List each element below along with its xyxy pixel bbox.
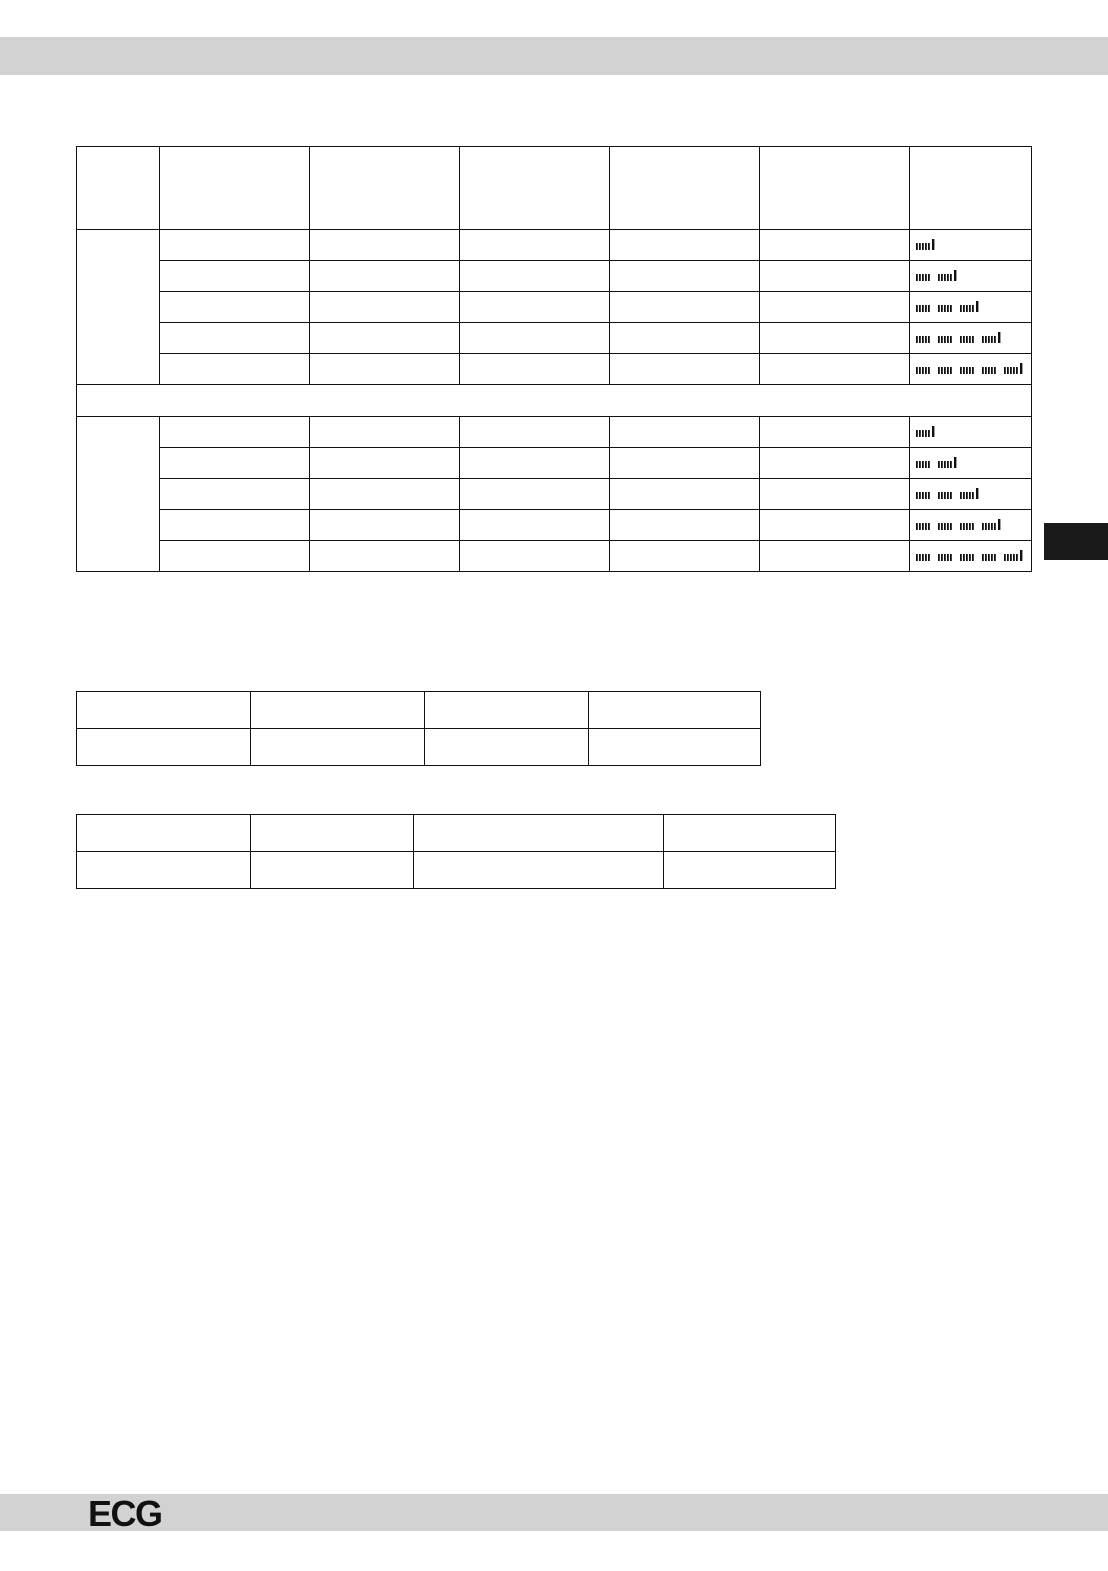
level-stroke — [960, 492, 962, 499]
table-cell — [760, 261, 910, 292]
level-cell — [910, 354, 1032, 385]
level-glyph — [916, 487, 982, 501]
level-stroke — [972, 367, 974, 374]
table-cell — [460, 448, 610, 479]
table-cell — [160, 448, 310, 479]
table-cell — [460, 510, 610, 541]
level-stroke — [928, 492, 930, 499]
level-stroke — [928, 243, 930, 250]
header-cell — [664, 815, 836, 852]
level-marker — [1020, 550, 1022, 561]
level-stroke — [941, 492, 943, 499]
level-stroke — [919, 554, 921, 561]
second-table — [76, 691, 761, 766]
table-row — [77, 292, 1032, 323]
level-stroke — [991, 554, 993, 561]
header-cell — [251, 692, 425, 729]
table-cell — [310, 510, 460, 541]
table-row — [77, 541, 1032, 572]
level-stroke — [916, 492, 918, 499]
brand-logo: ECG — [88, 1493, 162, 1534]
level-marker — [976, 301, 978, 312]
level-cell — [910, 323, 1032, 354]
table-row — [77, 417, 1032, 448]
level-stroke — [941, 336, 943, 343]
table-cell — [310, 323, 460, 354]
table-cell — [460, 541, 610, 572]
level-stroke — [950, 554, 952, 561]
level-stroke — [960, 336, 962, 343]
level-stroke — [1004, 367, 1006, 374]
table-cell — [460, 354, 610, 385]
level-stroke — [963, 554, 965, 561]
level-stroke — [922, 492, 924, 499]
main-table — [76, 146, 1032, 572]
level-stroke — [928, 274, 930, 281]
table-cell — [310, 230, 460, 261]
level-stroke — [922, 461, 924, 468]
level-stroke — [941, 554, 943, 561]
level-stroke — [985, 554, 987, 561]
level-stroke — [963, 492, 965, 499]
level-stroke — [928, 336, 930, 343]
level-stroke — [944, 336, 946, 343]
level-stroke — [982, 523, 984, 530]
table-cell — [460, 323, 610, 354]
table-header-row — [77, 147, 1032, 230]
table-separator-row — [77, 385, 1032, 417]
level-stroke — [928, 430, 930, 437]
level-stroke — [928, 523, 930, 530]
level-stroke — [966, 336, 968, 343]
table-cell — [77, 852, 251, 889]
table-cell — [251, 852, 414, 889]
level-stroke — [922, 305, 924, 312]
level-stroke — [925, 554, 927, 561]
table-cell — [160, 541, 310, 572]
table-cell — [460, 261, 610, 292]
level-stroke — [928, 305, 930, 312]
level-stroke — [988, 554, 990, 561]
group-label-cell — [77, 417, 160, 572]
level-stroke — [938, 461, 940, 468]
table-cell — [760, 448, 910, 479]
table-cell — [610, 292, 760, 323]
level-glyph — [916, 300, 982, 314]
level-marker — [954, 270, 956, 281]
level-stroke — [972, 523, 974, 530]
level-stroke — [944, 367, 946, 374]
level-stroke — [963, 367, 965, 374]
level-stroke — [922, 243, 924, 250]
level-stroke — [969, 305, 971, 312]
level-stroke — [966, 492, 968, 499]
table-cell — [160, 510, 310, 541]
level-stroke — [919, 305, 921, 312]
level-marker — [1020, 363, 1022, 374]
header-cell — [77, 815, 251, 852]
table-cell — [160, 292, 310, 323]
table-cell — [760, 323, 910, 354]
level-stroke — [928, 554, 930, 561]
table-cell — [310, 448, 460, 479]
level-marker — [976, 488, 978, 499]
table-cell — [460, 292, 610, 323]
level-stroke — [985, 336, 987, 343]
level-stroke — [988, 523, 990, 530]
level-cell — [910, 510, 1032, 541]
table-cell — [760, 417, 910, 448]
level-stroke — [1007, 554, 1009, 561]
level-stroke — [916, 274, 918, 281]
level-stroke — [916, 367, 918, 374]
table-cell — [310, 261, 460, 292]
level-glyph — [916, 331, 1004, 345]
level-stroke — [941, 305, 943, 312]
level-stroke — [938, 274, 940, 281]
header-cell — [610, 147, 760, 230]
table-cell — [610, 510, 760, 541]
table-cell — [310, 354, 460, 385]
level-cell — [910, 292, 1032, 323]
section-tab — [1044, 523, 1108, 560]
level-stroke — [928, 461, 930, 468]
level-stroke — [994, 367, 996, 374]
level-stroke — [938, 367, 940, 374]
level-cell — [910, 448, 1032, 479]
header-cell — [310, 147, 460, 230]
level-stroke — [916, 336, 918, 343]
level-stroke — [947, 554, 949, 561]
level-stroke — [960, 554, 962, 561]
level-stroke — [991, 336, 993, 343]
level-stroke — [947, 523, 949, 530]
level-stroke — [1016, 554, 1018, 561]
level-stroke — [960, 523, 962, 530]
level-stroke — [969, 492, 971, 499]
level-stroke — [941, 367, 943, 374]
table-cell — [160, 230, 310, 261]
level-stroke — [944, 461, 946, 468]
header-cell — [460, 147, 610, 230]
table-cell — [760, 230, 910, 261]
level-stroke — [925, 492, 927, 499]
level-stroke — [919, 243, 921, 250]
level-stroke — [988, 367, 990, 374]
footer-band — [0, 1493, 1108, 1534]
level-stroke — [982, 336, 984, 343]
level-stroke — [947, 274, 949, 281]
level-stroke — [944, 274, 946, 281]
level-glyph — [916, 456, 960, 470]
table-cell — [310, 479, 460, 510]
group-label-cell — [77, 230, 160, 385]
level-stroke — [963, 336, 965, 343]
level-stroke — [916, 305, 918, 312]
level-stroke — [969, 523, 971, 530]
level-stroke — [944, 305, 946, 312]
level-stroke — [982, 554, 984, 561]
level-stroke — [950, 274, 952, 281]
level-stroke — [991, 367, 993, 374]
level-stroke — [950, 305, 952, 312]
level-stroke — [916, 523, 918, 530]
level-stroke — [916, 430, 918, 437]
table-row — [77, 479, 1032, 510]
level-cell — [910, 417, 1032, 448]
level-stroke — [1004, 554, 1006, 561]
header-cell — [760, 147, 910, 230]
table-cell — [460, 417, 610, 448]
table-row — [77, 323, 1032, 354]
table-cell — [610, 448, 760, 479]
header-cell — [160, 147, 310, 230]
level-stroke — [919, 274, 921, 281]
level-marker — [998, 519, 1000, 530]
level-stroke — [922, 367, 924, 374]
level-stroke — [922, 274, 924, 281]
level-stroke — [925, 336, 927, 343]
table-cell — [160, 261, 310, 292]
header-cell — [77, 147, 160, 230]
table-header-row — [77, 692, 761, 729]
level-stroke — [938, 305, 940, 312]
table-cell — [610, 417, 760, 448]
level-stroke — [925, 461, 927, 468]
level-stroke — [922, 336, 924, 343]
level-stroke — [922, 430, 924, 437]
level-stroke — [925, 430, 927, 437]
level-stroke — [922, 554, 924, 561]
separator-cell — [77, 385, 1032, 417]
level-stroke — [919, 430, 921, 437]
level-stroke — [1013, 367, 1015, 374]
table-row — [77, 852, 836, 889]
level-stroke — [966, 554, 968, 561]
level-glyph — [916, 549, 1026, 563]
table-cell — [760, 354, 910, 385]
table-cell — [760, 510, 910, 541]
table-cell — [425, 729, 589, 766]
table-cell — [610, 323, 760, 354]
header-cell — [425, 692, 589, 729]
table-cell — [610, 541, 760, 572]
table-cell — [310, 541, 460, 572]
table-cell — [610, 261, 760, 292]
level-stroke — [925, 305, 927, 312]
table-cell — [160, 323, 310, 354]
level-stroke — [938, 554, 940, 561]
level-stroke — [969, 554, 971, 561]
header-cell — [414, 815, 664, 852]
level-stroke — [925, 243, 927, 250]
level-marker — [998, 332, 1000, 343]
table-row — [77, 354, 1032, 385]
table-cell — [760, 541, 910, 572]
level-stroke — [972, 305, 974, 312]
level-stroke — [966, 367, 968, 374]
level-stroke — [919, 336, 921, 343]
table-row — [77, 510, 1032, 541]
level-stroke — [972, 336, 974, 343]
level-stroke — [947, 305, 949, 312]
header-cell — [77, 692, 251, 729]
level-stroke — [925, 523, 927, 530]
level-cell — [910, 479, 1032, 510]
level-stroke — [1016, 367, 1018, 374]
level-stroke — [969, 336, 971, 343]
header-band — [0, 37, 1108, 75]
level-stroke — [966, 305, 968, 312]
level-glyph — [916, 362, 1026, 376]
level-stroke — [938, 492, 940, 499]
level-stroke — [950, 336, 952, 343]
level-glyph — [916, 238, 938, 252]
table-cell — [160, 417, 310, 448]
table-cell — [251, 729, 425, 766]
level-stroke — [972, 492, 974, 499]
level-stroke — [941, 523, 943, 530]
header-cell — [251, 815, 414, 852]
level-stroke — [985, 523, 987, 530]
level-stroke — [950, 367, 952, 374]
level-stroke — [925, 367, 927, 374]
table-cell — [160, 354, 310, 385]
level-stroke — [994, 523, 996, 530]
level-stroke — [938, 336, 940, 343]
level-stroke — [947, 492, 949, 499]
level-stroke — [994, 336, 996, 343]
level-stroke — [1007, 367, 1009, 374]
level-glyph — [916, 269, 960, 283]
level-cell — [910, 230, 1032, 261]
level-stroke — [925, 274, 927, 281]
level-stroke — [919, 492, 921, 499]
header-cell — [589, 692, 761, 729]
level-stroke — [938, 523, 940, 530]
level-stroke — [950, 492, 952, 499]
table-cell — [310, 292, 460, 323]
level-stroke — [991, 523, 993, 530]
table-cell — [664, 852, 836, 889]
level-stroke — [950, 523, 952, 530]
table-cell — [589, 729, 761, 766]
level-cell — [910, 261, 1032, 292]
level-stroke — [919, 367, 921, 374]
level-stroke — [919, 523, 921, 530]
level-stroke — [988, 336, 990, 343]
third-table — [76, 814, 836, 889]
level-stroke — [994, 554, 996, 561]
level-stroke — [950, 461, 952, 468]
level-stroke — [960, 367, 962, 374]
table-cell — [610, 230, 760, 261]
level-stroke — [928, 367, 930, 374]
level-stroke — [916, 461, 918, 468]
level-marker — [954, 457, 956, 468]
level-stroke — [919, 461, 921, 468]
table-cell — [310, 417, 460, 448]
level-stroke — [916, 554, 918, 561]
table-cell — [460, 479, 610, 510]
level-cell — [910, 541, 1032, 572]
table-cell — [760, 292, 910, 323]
level-glyph — [916, 425, 938, 439]
level-stroke — [941, 274, 943, 281]
table-row — [77, 448, 1032, 479]
level-stroke — [944, 523, 946, 530]
level-stroke — [969, 367, 971, 374]
level-stroke — [966, 523, 968, 530]
level-marker — [932, 239, 934, 250]
level-stroke — [947, 367, 949, 374]
table-row — [77, 729, 761, 766]
level-stroke — [985, 367, 987, 374]
table-cell — [610, 354, 760, 385]
table-row — [77, 230, 1032, 261]
table-cell — [460, 230, 610, 261]
table-cell — [610, 479, 760, 510]
level-glyph — [916, 518, 1004, 532]
table-row — [77, 261, 1032, 292]
level-marker — [932, 426, 934, 437]
level-stroke — [922, 523, 924, 530]
level-stroke — [947, 461, 949, 468]
level-stroke — [963, 305, 965, 312]
level-stroke — [972, 554, 974, 561]
table-header-row — [77, 815, 836, 852]
level-stroke — [941, 461, 943, 468]
level-stroke — [982, 367, 984, 374]
level-stroke — [944, 554, 946, 561]
table-cell — [414, 852, 664, 889]
header-cell — [910, 147, 1032, 230]
level-stroke — [1013, 554, 1015, 561]
table-cell — [77, 729, 251, 766]
level-stroke — [1010, 554, 1012, 561]
level-stroke — [947, 336, 949, 343]
level-stroke — [963, 523, 965, 530]
level-stroke — [1010, 367, 1012, 374]
level-stroke — [944, 492, 946, 499]
level-stroke — [916, 243, 918, 250]
table-cell — [760, 479, 910, 510]
level-stroke — [960, 305, 962, 312]
table-cell — [160, 479, 310, 510]
